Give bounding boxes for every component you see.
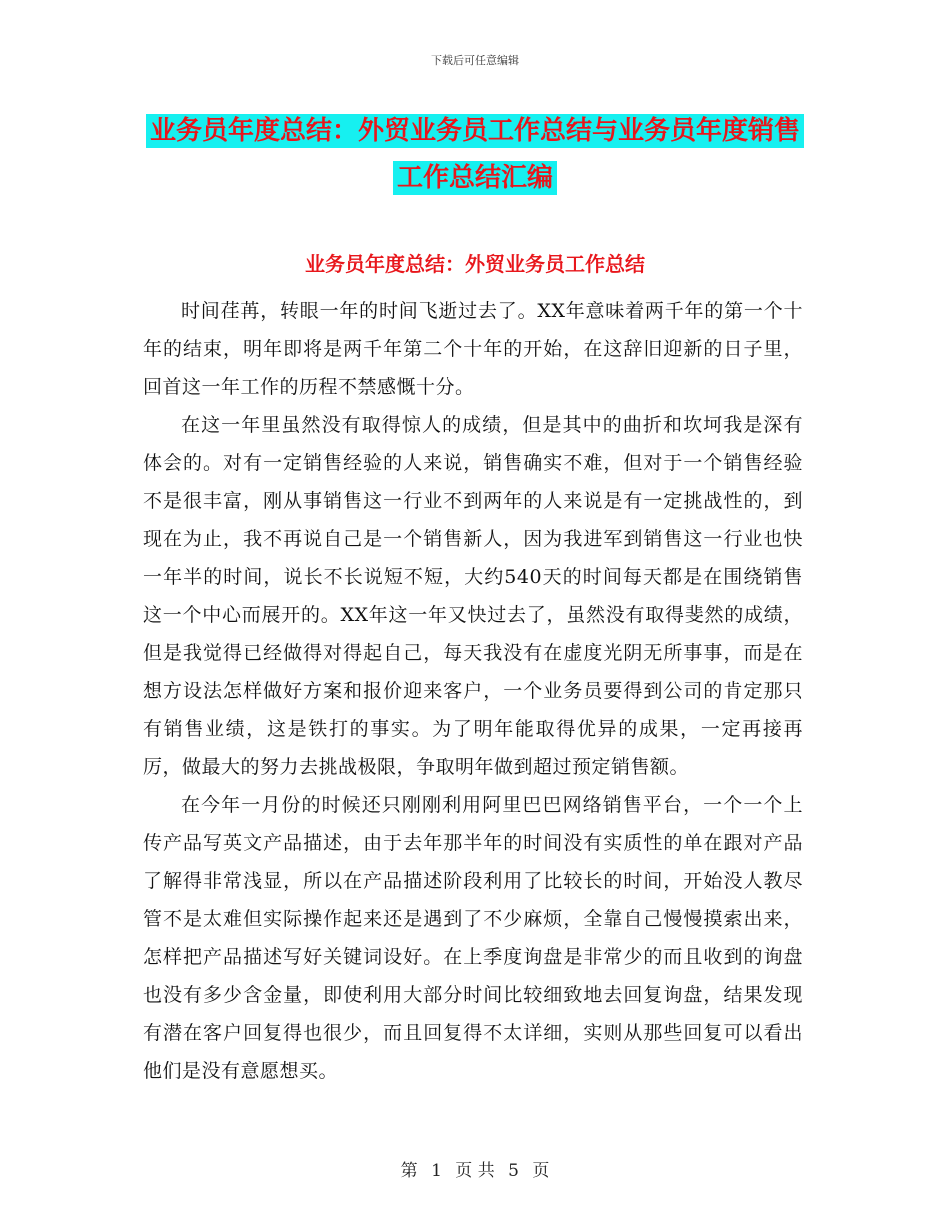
document-title-text: 业务员年度总结：外贸业务员工作总结与业务员年度销售工作总结汇编 [146,114,804,195]
header-note: 下载后可任意编辑 [431,54,519,67]
total-page-count: 5 [508,1161,519,1181]
body-text [143,292,803,1090]
page-footer [0,1156,950,1181]
document-title [140,108,810,202]
footer-suffix: 页 [532,1161,550,1181]
current-page-number: 1 [431,1161,442,1181]
footer-middle: 页 共 [455,1161,495,1181]
footer-prefix: 第 [400,1161,418,1181]
paragraph: 在今年一月份的时候还只刚刚利用阿里巴巴网络销售平台，一个一个上传产品写英文产品描述，由于去年那半年的时间没有实质性的单在跟对产品了解得非常浅显，所以在产品描述阶段利用了比较长的时间，开始没人教尽管不是太难但实际操作起来还是遇到了不少麻烦，全靠自己慢慢摸索出来，怎样把产品描述写好关键词设好。在上季度询盘是非常少的而且收到的询盘也没有多少含金量，即使利用大部分时间比较细致地去回复询盘，结果发现有潜在客户回复得也很少，而且回复得不太详细，实则从那些回复可以看出他们是没有意愿想买。 [143,794,803,1082]
paragraph: 时间荏苒，转眼一年的时间飞逝过去了。XX年意味着两千年的第一个十年的结束，明年即将是两千年第二个十年的开始，在这辞旧迎新的日子里，回首这一年工作的历程不禁感慨十分。 [143,300,803,398]
section-title: 业务员年度总结：外贸业务员工作总结 [305,252,645,276]
paragraph: 在这一年里虽然没有取得惊人的成绩，但是其中的曲折和坎坷我是深有体会的。对有一定销售经验的人来说，销售确实不难，但对于一个销售经验不是很丰富，刚从事销售这一行业不到两年的人来说是有一定挑战性的，到现在为止，我不再说自己是一个销售新人，因为我进军到销售这一行业也快一年半的时间，说长不长说短不短，大约540天的时间每天都是在围绕销售这一个中心而展开的。XX年这一年又快过去了，虽然没有取得斐然的成绩，但是我觉得已经做得对得起自己，每天我没有在虚度光阴无所事事，而是在想方设法怎样做好方案和报价迎来客户，一个业务员要得到公司的肯定那只有销售业绩，这是铁打的事实。为了明年能取得优异的成果，一定再接再厉，做最大的努力去挑战极限，争取明年做到超过预定销售额。 [143,414,803,778]
